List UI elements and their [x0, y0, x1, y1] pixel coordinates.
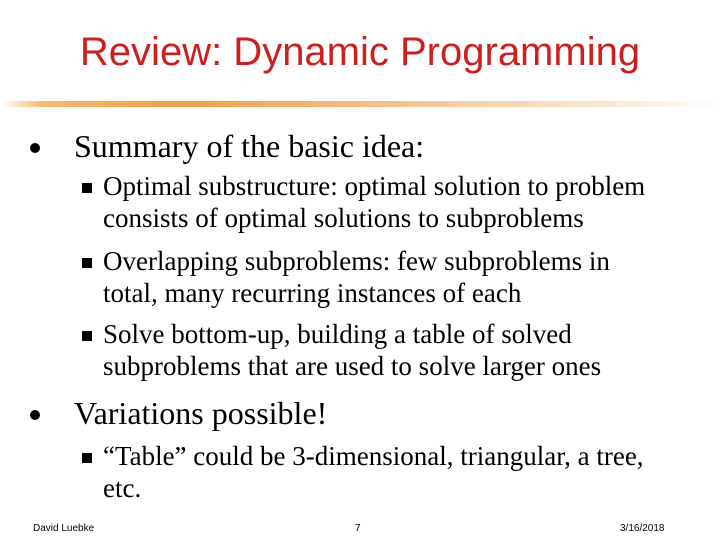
bullet-text: Variations possible!	[74, 395, 328, 431]
sub-bullet-text	[103, 318, 703, 382]
title-divider	[0, 101, 720, 107]
bullet-text: Summary of the basic idea:	[74, 128, 425, 164]
bullet-dot-icon	[30, 404, 52, 426]
sub-bullet-line: Solve bottom-up, building a table of solved	[103, 319, 572, 349]
sub-bullet-line: “Table” could be 3-dimensional, triangular, a tree,	[103, 441, 644, 471]
slide-title: Review: Dynamic Programming	[79, 30, 641, 74]
sub-bullet-line: consists of optimal solutions to subproblems	[103, 203, 584, 233]
footer-author: David Luebke	[33, 523, 95, 534]
sub-bullet-text	[103, 440, 703, 504]
footer-page-number: 7	[355, 523, 361, 534]
square-bullet-icon	[82, 331, 92, 341]
footer-date: 3/16/2018	[620, 523, 665, 534]
sub-bullet-line: etc.	[103, 473, 142, 503]
sub-bullet-line: subproblems that are used to solve larger ones	[103, 351, 602, 381]
sub-bullet-line: total, many recurring instances of each	[103, 278, 522, 308]
sub-bullet-text	[103, 245, 703, 309]
bullet-dot-icon	[30, 137, 52, 159]
square-bullet-icon	[82, 258, 92, 268]
square-bullet-icon	[82, 453, 92, 463]
square-bullet-icon	[82, 183, 92, 193]
sub-bullet-text	[103, 170, 703, 234]
sub-bullet-line: Optimal substructure: optimal solution to problem	[103, 171, 646, 201]
sub-bullet-line: Overlapping subproblems: few subproblems in	[103, 246, 610, 276]
